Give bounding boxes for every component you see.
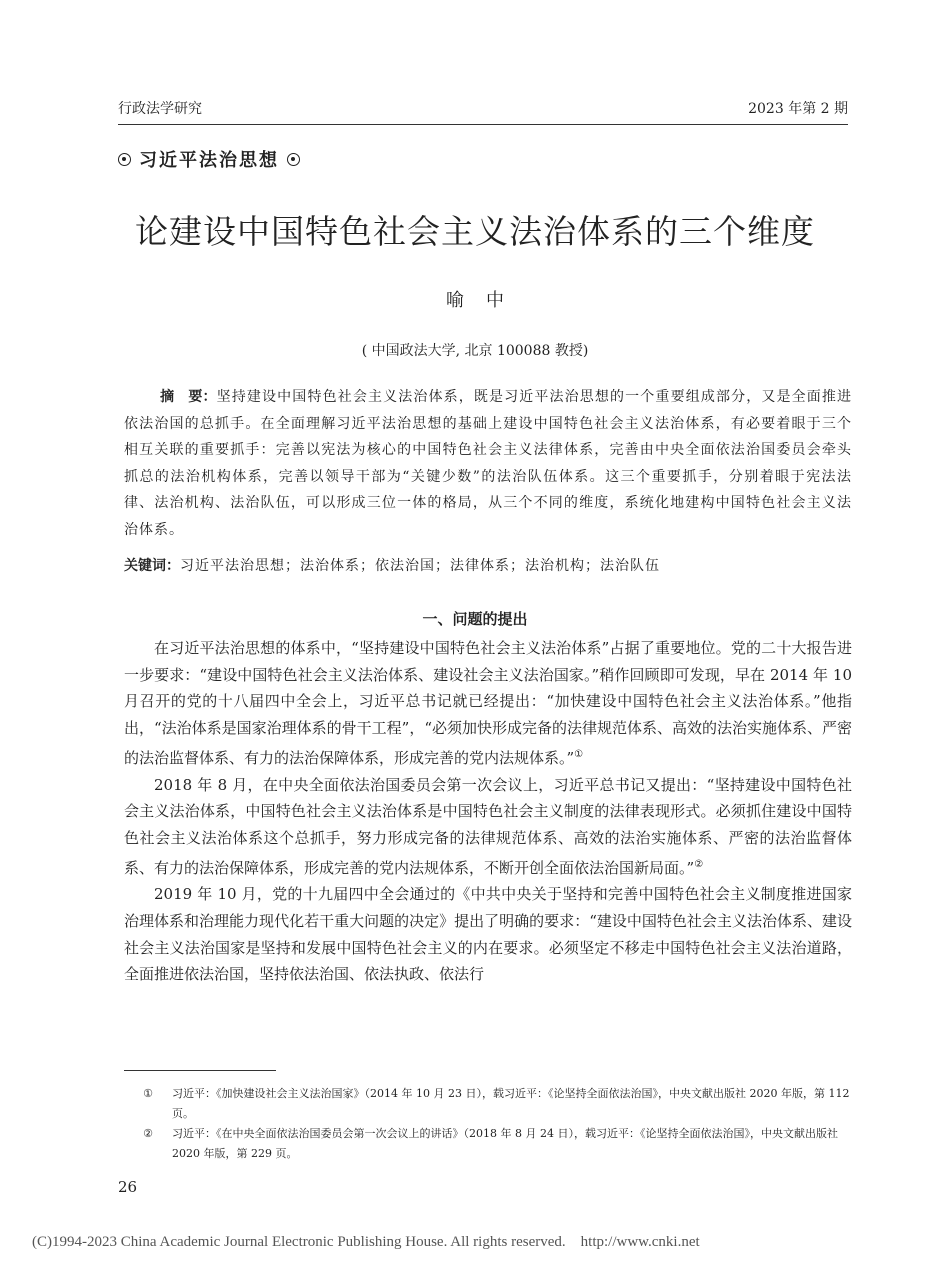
copyright-watermark: (C)1994-2023 China Academic Journal Electronic Publishing House. All rights reserved. http://www.cnki.net: [32, 1234, 700, 1250]
footnote: [124, 1084, 852, 1124]
column-title-text: 习近平法治思想: [139, 150, 279, 171]
abstract: [124, 384, 852, 543]
page-number: 26: [118, 1178, 138, 1196]
issue-number: 2023 年第 2 期: [748, 101, 848, 117]
abstract-label: 摘 要：: [160, 389, 217, 405]
footnote-divider: [124, 1070, 276, 1071]
running-header: [118, 98, 848, 125]
footnote-ref[interactable]: ②: [694, 858, 704, 870]
body-text: [124, 635, 852, 988]
footnote-ref[interactable]: ①: [574, 748, 584, 760]
abstract-text: 坚持建设中国特色社会主义法治体系，既是习近平法治思想的一个重要组成部分，又是全面推进依法治国的总抓手。在全面理解习近平法治思想的基础上建设中国特色社会主义法治体系，有必要着眼于三个相互关联的重要抓手：完善以宪法为核心的中国特色社会主义法律体系，完善由中央全面依法治国委员会牵头抓总的法治机构体系，完善以领导干部为“关键少数”的法治队伍体系。这三个重要抓手，分别着眼于宪法法律、法治机构、法治队伍，可以形成三位一体的格局，从三个不同的维度，系统化地建构中国特色社会主义法治体系。: [124, 389, 853, 538]
keywords: [124, 553, 852, 579]
footnotes: [124, 1084, 852, 1164]
column-title: [118, 146, 300, 172]
journal-name: 行政法学研究: [118, 101, 202, 117]
footnote-text: 习近平：《在中央全面依法治国委员会第一次会议上的讲话》（2018 年 8 月 24 日），载习近平：《论坚持全面依法治国》，中央文献出版社 2020 年版，第 229 页。: [172, 1127, 838, 1160]
article-title: 论建设中国特色社会主义法治体系的三个维度: [135, 212, 815, 251]
paragraph: 2019 年 10 月，党的十九届四中全会通过的《中共中央关于坚持和完善中国特色社会主义制度推进国家治理体系和治理能力现代化若干重大问题的决定》提出了明确的要求：“建设中国特色社会主义法治体系、建设社会主义法治国家是坚持和发展中国特色社会主义的内在要求。必须坚定不移走中国特色社会主义法治道路，全面推进依法治国，坚持依法治国、依法执政、依法行: [124, 885, 852, 984]
footnote-mark: ②: [143, 1127, 153, 1140]
circle-bullet-icon: [287, 153, 300, 166]
keywords-label: 关键词：: [124, 558, 180, 574]
circle-bullet-icon: [118, 153, 131, 166]
author-affiliation: ( 中国政法大学, 北京 100088 教授): [361, 343, 589, 359]
keywords-text: 习近平法治思想；法治体系；依法治国；法律体系；法治机构；法治队伍: [180, 558, 660, 574]
author-name: 喻中: [446, 290, 526, 311]
paragraph: 在习近平法治思想的体系中，“坚持建设中国特色社会主义法治体系”占据了重要地位。党的二十大报告进一步要求：“建设中国特色社会主义法治体系、建设社会主义法治国家。”稍作回顾即可发现，早在 2014 年 10 月召开的党的十八届四中全会上，习近平总书记就已经提出：“加快建设中国特色社会主义法治体系。”他指出，“法治体系是国家治理体系的骨干工程”，“必须加快形成完备的法律规范体系、高效的法治实施体系、严密的法治监督体系、有力的法治保障体系，形成完善的党内法规体系。”①: [124, 639, 853, 767]
section-heading: 一、问题的提出: [422, 610, 528, 628]
footnote-text: 习近平：《加快建设社会主义法治国家》（2014 年 10 月 23 日），载习近平：《论坚持全面依法治国》，中央文献出版社 2020 年版，第 112 页。: [172, 1087, 850, 1120]
footnote-mark: ①: [143, 1087, 153, 1100]
footnote: [124, 1124, 852, 1164]
paragraph: 2018 年 8 月，在中央全面依法治国委员会第一次会议上，习近平总书记又提出：“坚持建设中国特色社会主义法治体系，中国特色社会主义法治体系是中国特色社会主义制度的法律表现形式。必须抓住建设中国特色社会主义法治体系这个总抓手，努力形成完备的法律规范体系、高效的法治实施体系、严密的法治监督体系、有力的法治保障体系，形成完善的党内法规体系，不断开创全面依法治国新局面。”②: [124, 775, 852, 877]
